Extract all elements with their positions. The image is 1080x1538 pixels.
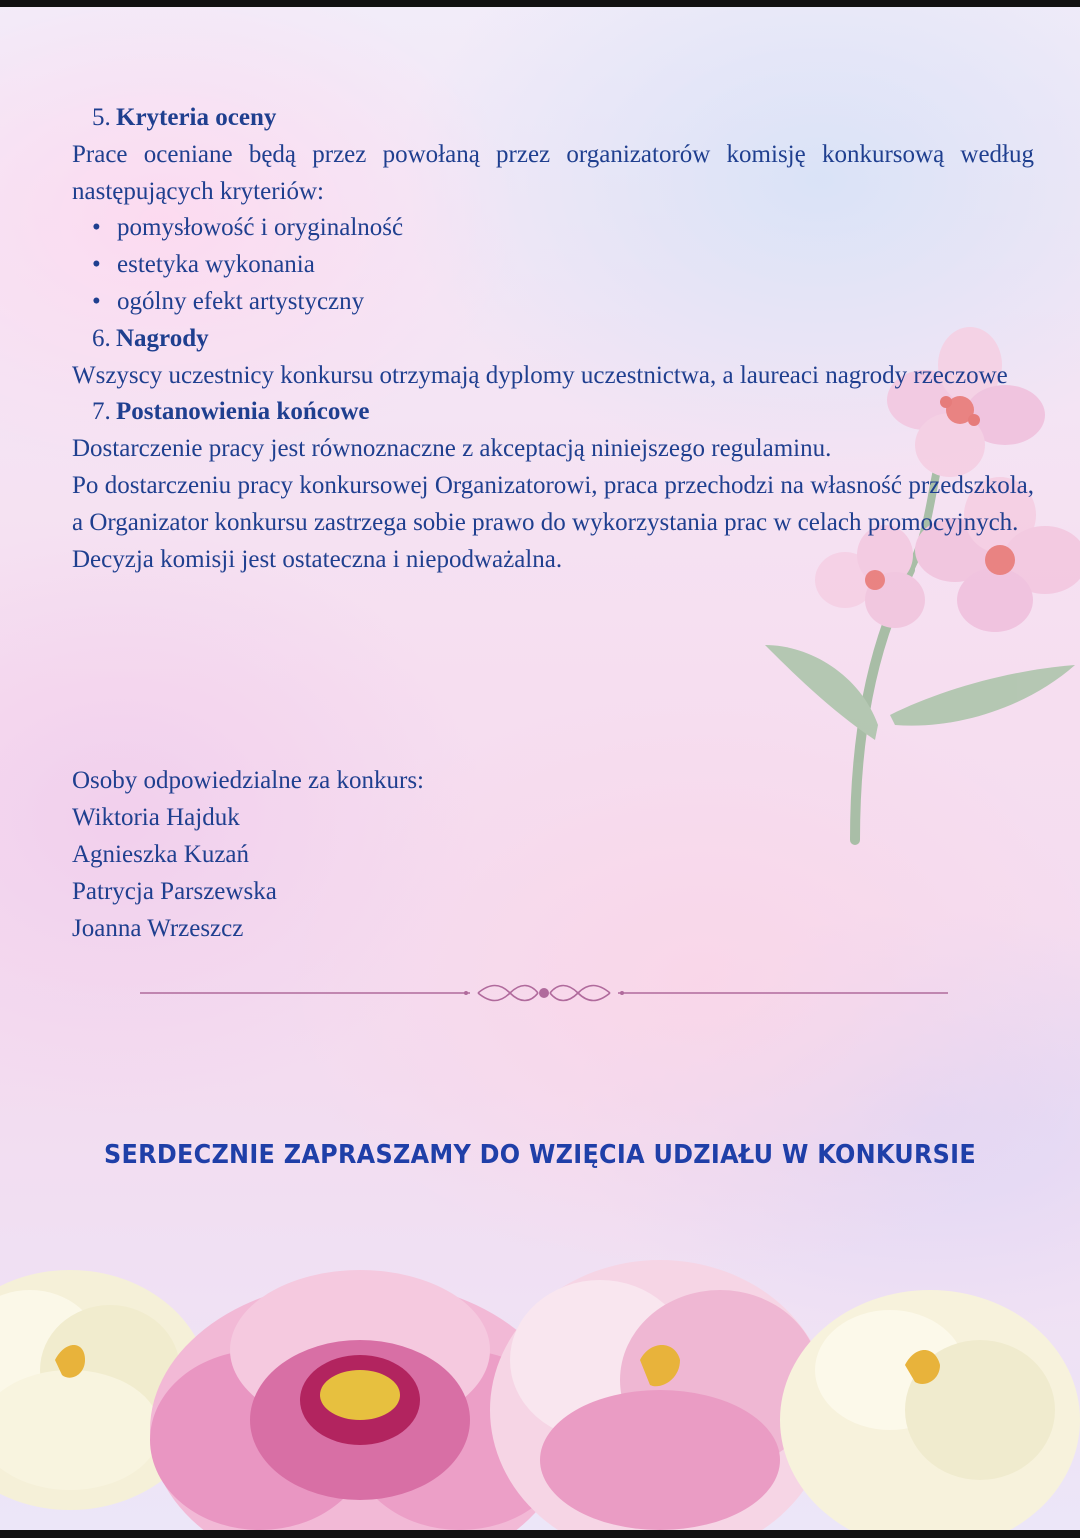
person-name: Wiktoria Hajduk bbox=[72, 804, 240, 831]
invitation-text: SERDECZNIE ZAPRASZAMY DO WZIĘCIA UDZIAŁU W KONKURSIE bbox=[104, 1140, 976, 1170]
responsible-persons bbox=[72, 762, 424, 947]
bottom-bar bbox=[0, 1530, 1080, 1538]
section-title: Nagrody bbox=[116, 324, 209, 352]
section-7-heading bbox=[72, 394, 1034, 431]
section-6-text: Wszyscy uczestnicy konkursu otrzymają dyplomy uczestnictwa, a laureaci nagrody rzeczowe bbox=[72, 361, 1008, 389]
section-6-heading bbox=[72, 321, 1034, 358]
section-title: Postanowienia końcowe bbox=[116, 398, 370, 426]
list-item: • estetyka wykonania bbox=[117, 247, 1034, 284]
person-name: Agnieszka Kuzań bbox=[72, 841, 250, 868]
section-7-paragraph-3: Decyzja komisji jest ostateczna i niepodważalna. bbox=[72, 545, 563, 573]
content-area bbox=[72, 100, 1034, 578]
list-item: • pomysłowość i oryginalność bbox=[117, 210, 1034, 247]
bottom-flowers-illustration bbox=[0, 1240, 1080, 1530]
section-5-heading bbox=[72, 100, 1034, 137]
top-bar bbox=[0, 0, 1080, 7]
person-name: Patrycja Parszewska bbox=[72, 878, 277, 905]
section-number: 7. bbox=[92, 398, 111, 426]
criteria-list bbox=[72, 210, 1034, 320]
section-7-paragraph-1: Dostarczenie pracy jest równoznaczne z akceptacją niniejszego regulaminu. bbox=[72, 435, 832, 463]
ornamental-divider bbox=[140, 975, 948, 1011]
section-5-intro: Prace oceniane będą przez powołaną przez organizatorów komisję konkursową według następujących kryteriów: bbox=[72, 140, 1034, 205]
person-name: Joanna Wrzeszcz bbox=[72, 915, 244, 942]
responsible-heading: Osoby odpowiedzialne za konkurs: bbox=[72, 767, 425, 794]
section-number: 5. bbox=[92, 104, 111, 131]
section-7-paragraph-2: Po dostarczeniu pracy konkursowej Organizatorowi, praca przechodzi na własność przedszkola, a Organizator konkursu zastrzega sobie prawo do wykorzystania prac w celach promocyjnych. bbox=[72, 471, 1034, 536]
section-title: Kryteria oceny bbox=[116, 104, 277, 131]
list-item: • ogólny efekt artystyczny bbox=[117, 284, 1034, 321]
section-number: 6. bbox=[92, 324, 111, 352]
